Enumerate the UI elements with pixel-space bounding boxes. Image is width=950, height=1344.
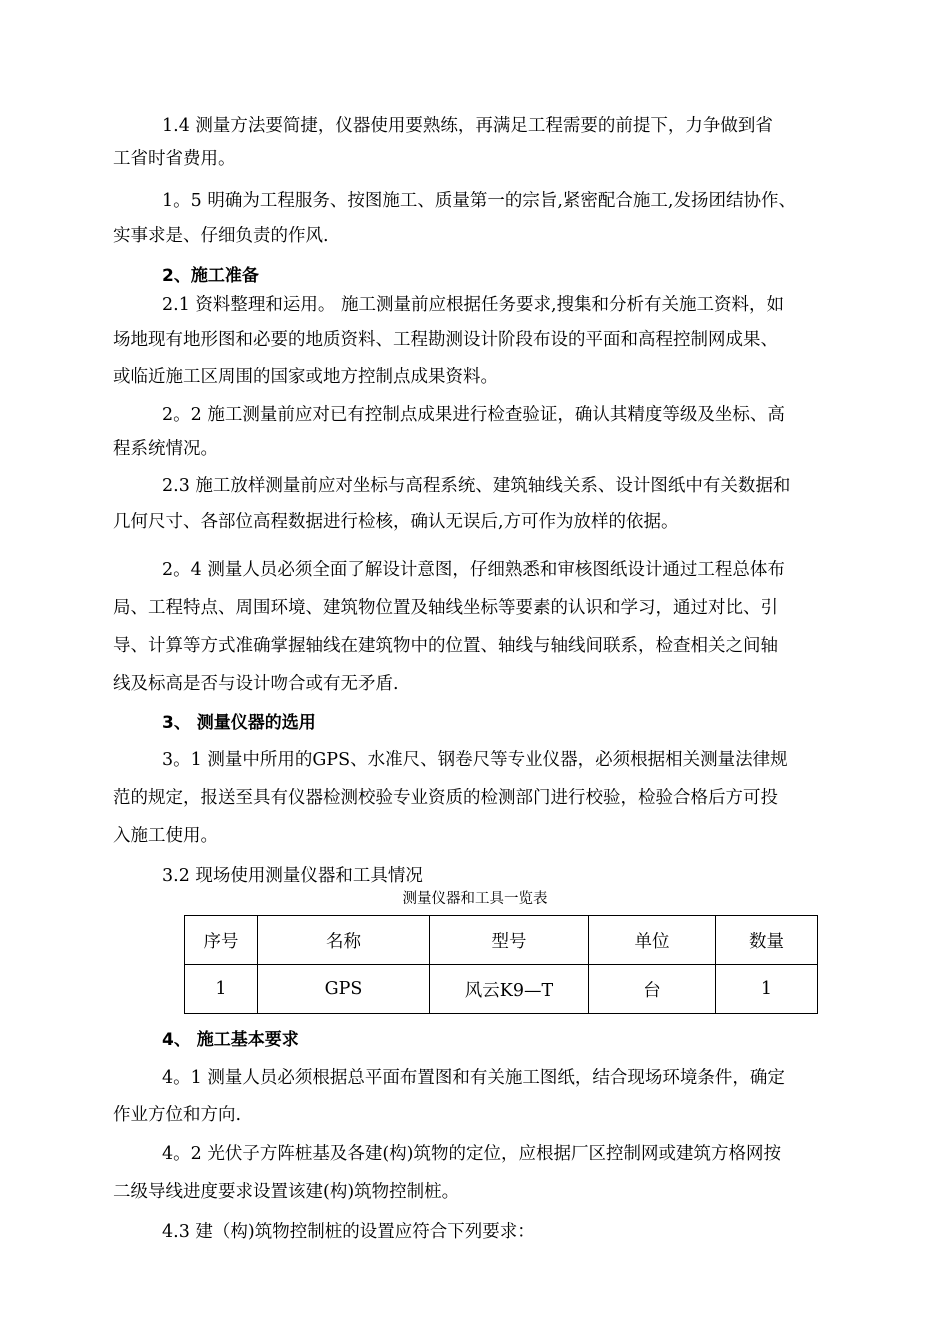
- table-header-cell: 数量: [716, 916, 818, 965]
- paragraph-line: 2.3 施工放样测量前应对坐标与高程系统、建筑轴线关系、设计图纸中有关数据和: [162, 476, 791, 496]
- paragraph-line: 局、工程特点、周围环境、建筑物位置及轴线坐标等要素的认识和学习，通过对比、引: [113, 598, 778, 618]
- paragraph-line: 程系统情况。: [113, 439, 218, 459]
- paragraph-line: 二级导线进度要求设置该建(构)筑物控制桩。: [113, 1182, 460, 1202]
- table-cell: 1: [716, 965, 818, 1014]
- paragraph-line: 范的规定，报送至具有仪器检测校验专业资质的检测部门进行校验，检验合格后方可投: [113, 788, 778, 808]
- paragraph-line: 2。4 测量人员必须全面了解设计意图，仔细熟悉和审核图纸设计通过工程总体布: [162, 560, 785, 580]
- instrument-table: [184, 915, 818, 1014]
- paragraph-line: 1.4 测量方法要简捷，仪器使用要熟练，再满足工程需要的前提下，力争做到省: [162, 116, 773, 136]
- table-header-cell: 型号: [430, 916, 589, 965]
- section-heading-3: 3、 测量仪器的选用: [162, 713, 316, 733]
- paragraph-line: 3。1 测量中所用的GPS、水准尺、钢卷尺等专业仪器，必须根据相关测量法律规: [162, 750, 788, 770]
- table-cell: 1: [185, 965, 258, 1014]
- table-row: [185, 965, 818, 1014]
- paragraph-line: 2.1 资料整理和运用。 施工测量前应根据任务要求,搜集和分析有关施工资料，如: [162, 295, 785, 315]
- paragraph-line: 场地现有地形图和必要的地质资料、工程勘测设计阶段布设的平面和高程控制网成果、: [113, 330, 778, 350]
- paragraph-line: 2。2 施工测量前应对已有控制点成果进行检查验证，确认其精度等级及坐标、高: [162, 405, 785, 425]
- paragraph-line: 4。1 测量人员必须根据总平面布置图和有关施工图纸，结合现场环境条件，确定: [162, 1068, 785, 1088]
- section-heading-2: 2、施工准备: [162, 266, 259, 286]
- table-header-row: [185, 916, 818, 965]
- table-cell: 台: [589, 965, 716, 1014]
- paragraph-line: 工省时省费用。: [113, 149, 236, 169]
- table-header-cell: 单位: [589, 916, 716, 965]
- paragraph-line: 入施工使用。: [113, 826, 218, 846]
- paragraph-line: 几何尺寸、各部位高程数据进行检核，确认无误后,方可作为放样的依据。: [113, 512, 679, 532]
- section-heading-4: 4、 施工基本要求: [162, 1030, 299, 1050]
- table-header-cell: 序号: [185, 916, 258, 965]
- table-cell: GPS: [258, 965, 430, 1014]
- table-cell: 风云K9—T: [430, 965, 589, 1014]
- table-header-cell: 名称: [258, 916, 430, 965]
- paragraph-line: 4。2 光伏子方阵桩基及各建(构)筑物的定位，应根据厂区控制网或建筑方格网按: [162, 1144, 781, 1164]
- paragraph-line: 1。5 明确为工程服务、按图施工、质量第一的宗旨,紧密配合施工,发扬团结协作、: [162, 191, 796, 211]
- table-caption: 测量仪器和工具一览表: [402, 891, 548, 907]
- paragraph-line: 实事求是、仔细负责的作风.: [113, 226, 329, 246]
- paragraph-line: 作业方位和方向.: [113, 1105, 242, 1125]
- paragraph-line: 线及标高是否与设计吻合或有无矛盾.: [113, 674, 399, 694]
- paragraph-4-3: 4.3 建（构)筑物控制桩的设置应符合下列要求：: [162, 1222, 535, 1242]
- paragraph-3-2: 3.2 现场使用测量仪器和工具情况: [162, 866, 423, 886]
- paragraph-line: 或临近施工区周围的国家或地方控制点成果资料。: [113, 367, 498, 387]
- paragraph-line: 导、计算等方式准确掌握轴线在建筑物中的位置、轴线与轴线间联系，检查相关之间轴: [113, 636, 778, 656]
